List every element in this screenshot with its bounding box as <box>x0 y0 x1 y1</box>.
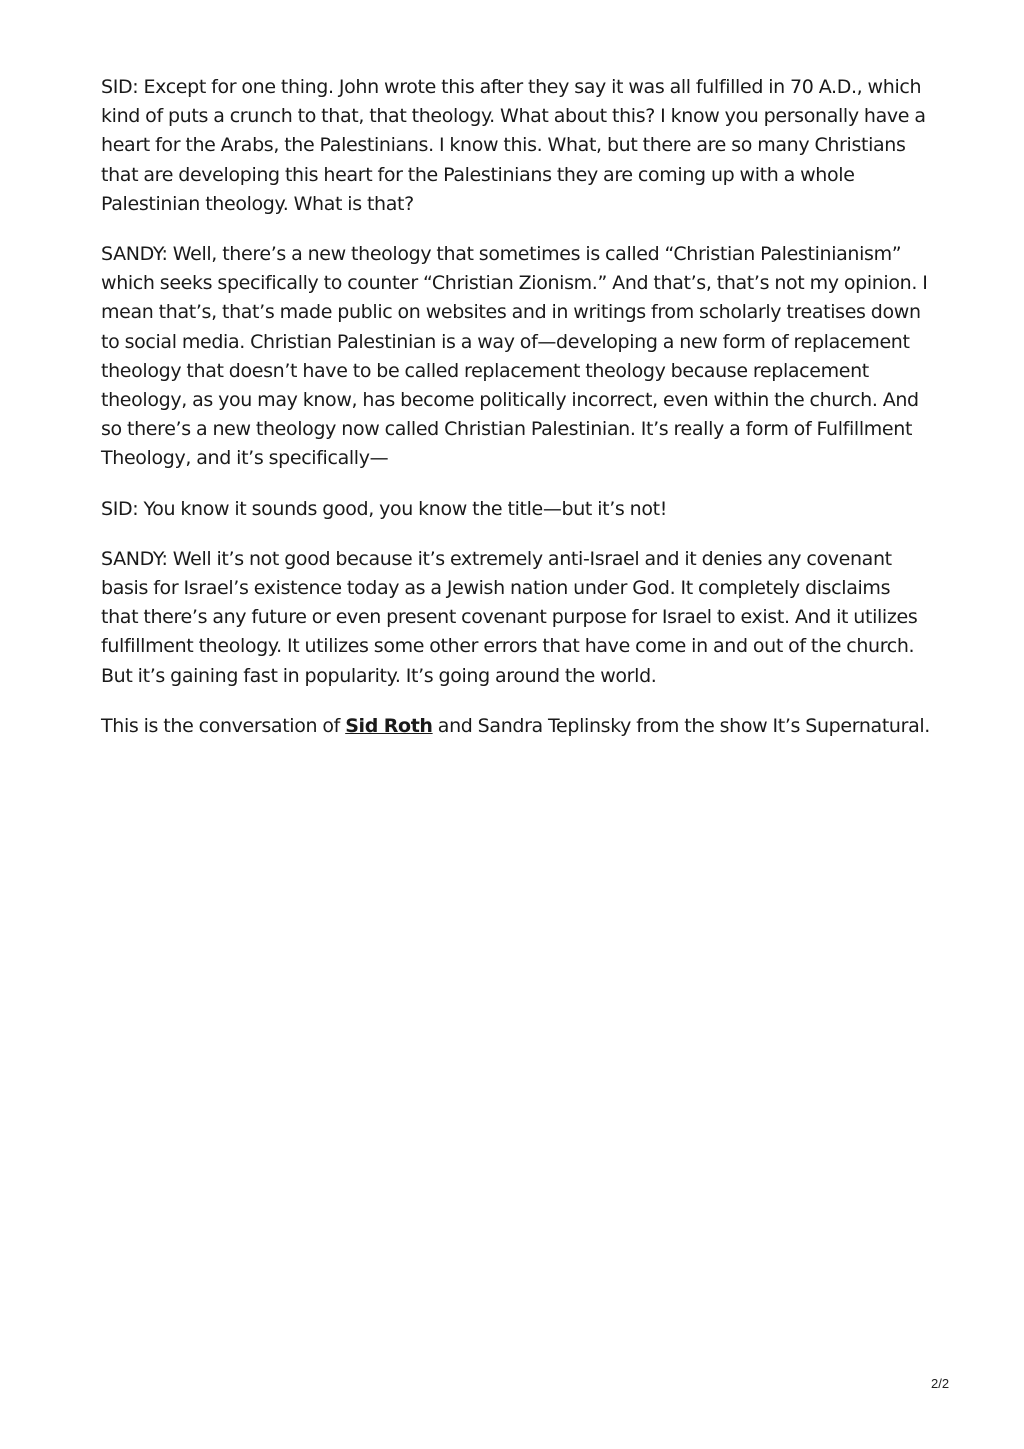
paragraph-sandy-reply: SANDY: Well it’s not good because it’s extremely anti-Israel and it denies any covenant basis for Israel’s existence today as a Jewish nation under God. It completely disclaims that there’s any future or even present covenant purpose for Israel to exist. And it utilizes fulfillment theology. It utilizes some other errors that have come in and out of the church. But it’s gaining fast in popularity. It’s going around the world. <box>101 547 918 687</box>
closing-text-after: and Sandra Teplinsky from the show It’s Supernatural. <box>432 714 931 737</box>
page-number: 2/2 <box>931 1376 950 1391</box>
paragraph-sandy-answer: SANDY: Well, there’s a new theology that sometimes is called “Christian Palestinianism” which seeks specifically to counter “Christian Zionism.” And that’s, that’s not my opinion. I mean that’s, that’s made public on websites and in writings from scholarly treatises down to social media. Christian Palestinian is a way of—developing a new form of replacement theology that doesn’t have to be called replacement theology because replacement theology, as you may know, has become politically incorrect, even within the church. And so there’s a new theology now called Christian Palestinian. It’s really a form of Fulfillment Theology, and it’s specifically— <box>101 243 928 470</box>
paragraph-sid-comment: SID: You know it sounds good, you know the title—but it’s not! <box>101 497 667 520</box>
closing-text-before: This is the conversation of <box>101 714 346 737</box>
paragraph-closing <box>101 712 931 741</box>
document-page <box>101 73 931 762</box>
paragraph-sid-question: SID: Except for one thing. John wrote this after they say it was all fulfilled in 70 A.D., which kind of puts a crunch to that, that theology. What about this? I know you personally have a heart for the Arabs, the Palestinians. I know this. What, but there are so many Christians that are developing this heart for the Palestinians they are coming up with a whole Palestinian theology. What is that? <box>101 76 926 215</box>
sid-roth-link[interactable]: Sid Roth <box>345 714 433 737</box>
